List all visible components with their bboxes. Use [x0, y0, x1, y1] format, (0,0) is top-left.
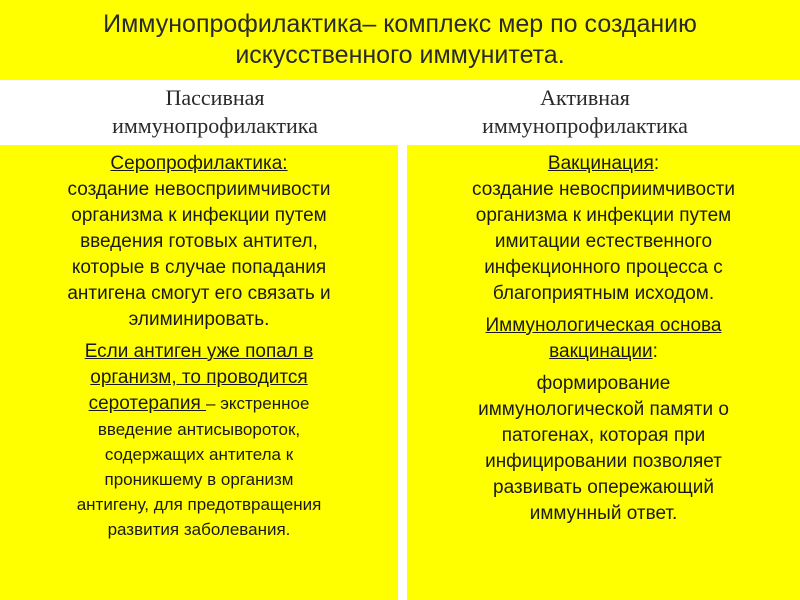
basis-line: формирование	[536, 373, 671, 394]
vaccination-word: вакцинации	[549, 341, 653, 362]
active-panel	[407, 145, 800, 600]
basis-line: инфицировании позволяет	[485, 451, 722, 472]
definition-line: инфекционного процесса с	[484, 257, 723, 278]
definition-line: организма к инфекции путем	[475, 205, 732, 226]
term-colon: :	[653, 153, 660, 174]
definition-line: элиминировать.	[128, 309, 270, 330]
definition-line: введения готовых антител,	[80, 231, 318, 252]
definition-line: создание невосприимчивости	[67, 179, 331, 200]
basis-line: развивать опережающий	[493, 477, 714, 498]
serotherapy-line: развития заболевания.	[107, 520, 291, 539]
serotherapy-line: антигену, для предотвращения	[76, 495, 322, 514]
serotherapy-line: организм, то проводится	[90, 367, 308, 388]
serotherapy-line: проникшему в организм	[104, 470, 294, 489]
vaccination-term-line	[413, 151, 794, 177]
slide-title	[103, 9, 697, 71]
active-heading	[405, 84, 765, 140]
definition-line: которые в случае попадания	[71, 257, 327, 278]
heading-line: иммунопрофилактика	[112, 113, 318, 138]
definition-line: антигена смогут его связать и	[67, 283, 331, 304]
basis-line: иммунологической памяти о	[478, 399, 729, 420]
serotherapy-tail: – экстренное	[206, 394, 310, 413]
heading-line: иммунопрофилактика	[482, 113, 688, 138]
definition-line: создание невосприимчивости	[472, 179, 735, 200]
basis-colon: :	[652, 341, 658, 362]
definition-line: имитации естественного	[494, 231, 713, 252]
title-line: искусственного иммунитета.	[235, 41, 565, 69]
seroprophylaxis-term: Серопрофилактика:	[110, 153, 288, 174]
vaccination-term: Вакцинация	[547, 153, 654, 174]
title-band	[0, 0, 800, 80]
passive-heading	[35, 84, 395, 140]
passive-panel	[0, 145, 398, 600]
serotherapy-line: введение антисывороток,	[97, 420, 301, 439]
serotherapy-term: серотерапия	[88, 393, 207, 414]
basis-line: патогенах, которая при	[501, 425, 706, 446]
serotherapy-line: Если антиген уже попал в	[84, 341, 314, 362]
heading-line: Пассивная	[165, 85, 265, 110]
definition-line: организма к инфекции путем	[71, 205, 327, 226]
immunological-basis-heading	[413, 339, 794, 365]
heading-line: Активная	[540, 85, 630, 110]
serotherapy-line: содержащих антитела к	[104, 445, 294, 464]
definition-line: благоприятным исходом.	[492, 283, 715, 304]
title-line: Иммунопрофилактика– комплекс мер по созданию	[103, 10, 697, 38]
basis-line: иммунный ответ.	[529, 503, 678, 524]
serotherapy-line	[8, 391, 390, 417]
immunological-basis-heading: Иммунологическая основа	[485, 315, 722, 336]
